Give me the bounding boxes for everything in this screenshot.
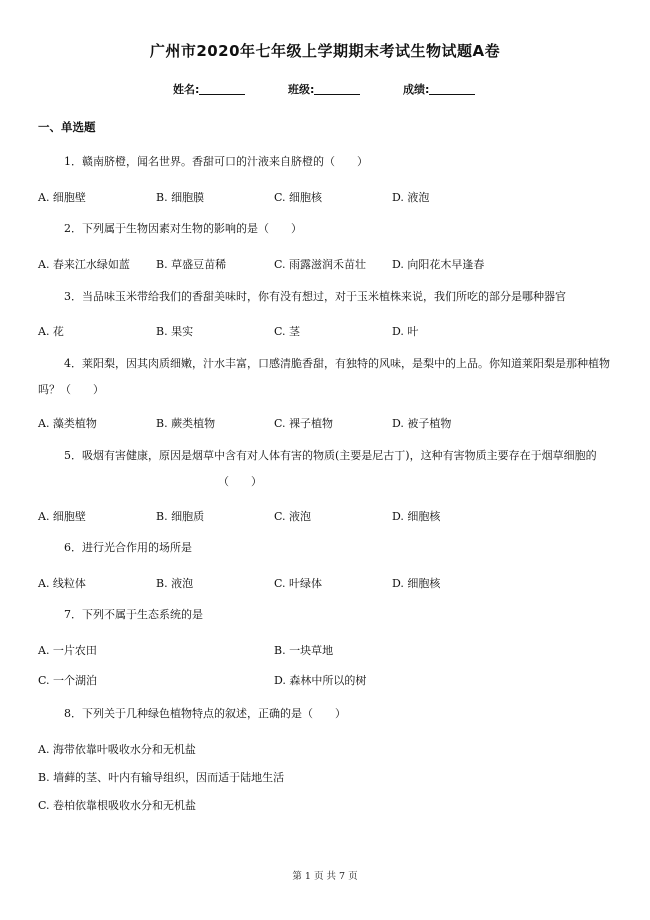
class-label: 班级: — [288, 83, 315, 96]
option-d: D. 向阳花木早逢春 — [392, 258, 485, 271]
option-d: D. 细胞核 — [392, 510, 441, 523]
options-8-b — [38, 769, 613, 789]
option-a: A. 花 — [38, 325, 64, 338]
options-4 — [38, 415, 613, 435]
question-text: 下列关于几种绿色植物特点的叙述，正确的是（ ） — [82, 707, 346, 720]
option-d: D. 森林中所以的树 — [274, 674, 367, 687]
question-number: 7． — [64, 608, 82, 621]
question-1 — [38, 149, 613, 175]
question-text: 下列不属于生态系统的是 — [82, 608, 203, 621]
option-c: C. 裸子植物 — [274, 417, 334, 430]
option-b: B. 液泡 — [156, 577, 194, 590]
name-label: 姓名: — [173, 83, 200, 96]
option-b: B. 蕨类植物 — [156, 417, 216, 430]
option-a: A. 春来江水绿如蓝 — [38, 258, 130, 271]
options-2 — [38, 256, 613, 276]
option-b: B. 一块草地 — [274, 644, 334, 657]
options-6 — [38, 575, 613, 595]
option-b: B. 细胞质 — [156, 510, 205, 523]
option-d: D. 叶 — [392, 325, 419, 338]
page-title: 广州市2020年七年级上学期期末考试生物试题A卷 — [149, 42, 501, 60]
question-8 — [38, 701, 613, 727]
page-footer: 第 1 页 共 7 页 — [292, 871, 358, 882]
option-b: B. 草盛豆苗稀 — [156, 258, 227, 271]
option-c: C. 一个湖泊 — [38, 674, 98, 687]
question-text: 进行光合作用的场所是 — [82, 541, 192, 554]
option-c: C. 叶绿体 — [274, 577, 323, 590]
name-blank — [199, 83, 245, 95]
question-number: 2． — [64, 222, 82, 235]
student-info-row — [0, 81, 650, 97]
question-3 — [38, 284, 613, 310]
option-c: C. 细胞核 — [274, 191, 323, 204]
option-b: B. 细胞膜 — [156, 191, 205, 204]
name-field — [173, 81, 245, 97]
options-8-a — [38, 741, 613, 761]
question-number: 5． — [64, 449, 82, 462]
score-field — [403, 81, 475, 97]
option-c: C. 液泡 — [274, 510, 312, 523]
option-d: D. 液泡 — [392, 191, 430, 204]
option-a: A. 一片农田 — [38, 644, 97, 657]
question-text: 赣南脐橙，闻名世界。香甜可口的汁液来自脐橙的（ ） — [82, 155, 368, 168]
question-4 — [38, 351, 613, 403]
option-a: A. 线粒体 — [38, 577, 86, 590]
question-number: 8． — [64, 707, 82, 720]
question-number: 1． — [64, 155, 82, 168]
option-b: B. 墙藓的茎、叶内有输导组织，因而适于陆地生活 — [38, 771, 285, 784]
options-5 — [38, 508, 613, 528]
options-7-row1 — [38, 642, 613, 662]
question-number: 6． — [64, 541, 82, 554]
option-d: D. 被子植物 — [392, 417, 452, 430]
question-text: 下列属于生物因素对生物的影响的是（ ） — [82, 222, 302, 235]
question-paren: （ ） — [218, 475, 262, 488]
option-b: B. 果实 — [156, 325, 194, 338]
question-7 — [38, 602, 613, 628]
score-label: 成绩: — [403, 83, 430, 96]
option-a: A. 藻类植物 — [38, 417, 97, 430]
options-3 — [38, 323, 613, 343]
question-6 — [38, 535, 613, 561]
option-d: D. 细胞核 — [392, 577, 441, 590]
question-text: 莱阳梨，因其肉质细嫩，汁水丰富，口感清脆香甜，有独特的风味，是梨中的上品。你知道莱阳梨是那种植物吗？（ ） — [38, 357, 610, 396]
option-a: A. 海带依靠叶吸收水分和无机盐 — [38, 743, 196, 756]
option-a: A. 细胞壁 — [38, 510, 86, 523]
question-5 — [38, 443, 613, 495]
question-text: 当品味玉米带给我们的香甜美味时，你有没有想过，对于玉米植株来说，我们所吃的部分是哪种器官 — [82, 290, 566, 303]
score-blank — [429, 83, 475, 95]
options-1 — [38, 189, 613, 209]
question-number: 4． — [64, 357, 82, 370]
option-c: C. 茎 — [274, 325, 301, 338]
question-number: 3． — [64, 290, 82, 303]
section-heading: 一、单选题 — [38, 120, 96, 134]
class-blank — [314, 83, 360, 95]
question-2 — [38, 216, 613, 242]
options-8-c — [38, 797, 613, 817]
option-c: C. 雨露滋润禾苗壮 — [274, 258, 367, 271]
options-7-row2 — [38, 672, 613, 692]
class-field — [288, 81, 360, 97]
option-a: A. 细胞壁 — [38, 191, 86, 204]
question-text: 吸烟有害健康，原因是烟草中含有对人体有害的物质(主要是尼古丁)，这种有害物质主要存在于烟草细胞的 — [82, 449, 597, 462]
option-c: C. 卷柏依靠根吸收水分和无机盐 — [38, 799, 197, 812]
